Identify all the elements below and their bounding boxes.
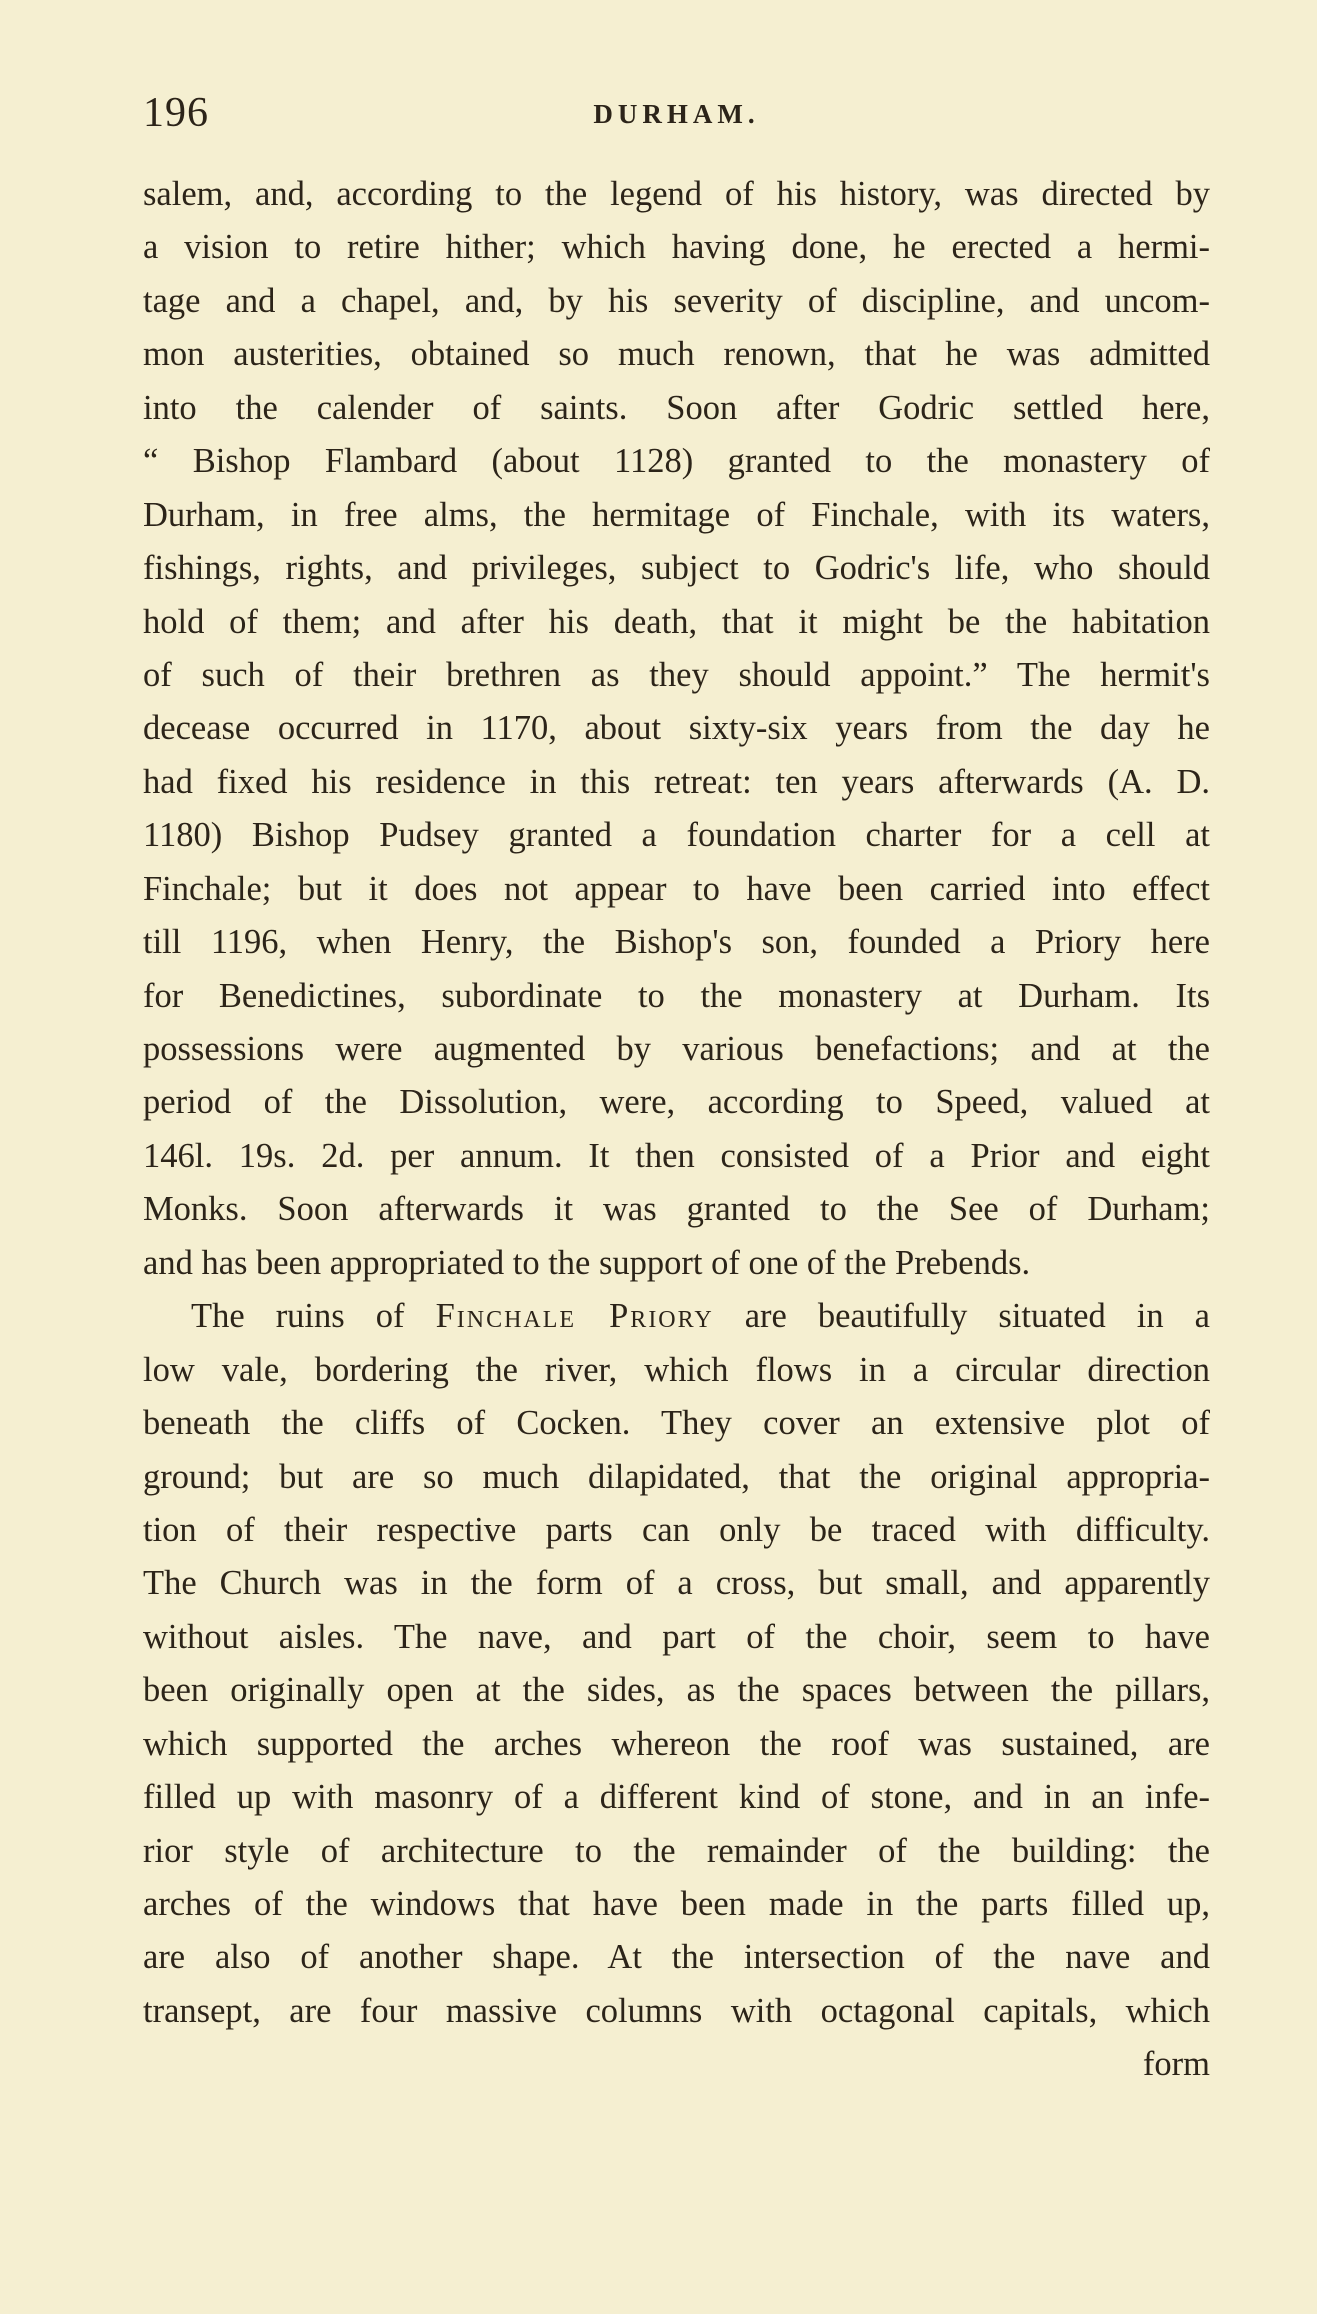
text-line: low vale, bordering the river, which flows in a circular direction	[143, 1350, 1210, 1389]
text-line: beneath the cliffs of Cocken. They cover an extensive plot of	[143, 1404, 1210, 1443]
text-line: ground; but are so much dilapidated, that the original appropria-	[143, 1457, 1210, 1496]
text-line: Monks. Soon afterwards it was granted to the See of Durham;	[143, 1190, 1210, 1229]
text-line: mon austerities, obtained so much renown, that he was admitted	[143, 335, 1210, 374]
place-name-smallcaps: Finchale Priory	[435, 1297, 714, 1336]
text-line: had fixed his residence in this retreat: ten years afterwards (A. D.	[143, 762, 1210, 801]
text-line: 1180) Bishop Pudsey granted a foundation charter for a cell at	[143, 816, 1210, 855]
text-line: “ Bishop Flambard (about 1128) granted to the monastery of	[143, 442, 1210, 481]
paragraph-start-line	[143, 1290, 1210, 1343]
text-line: are also of another shape. At the intersection of the nave and	[143, 1938, 1210, 1977]
text-line: been originally open at the sides, as the spaces between the pillars,	[143, 1671, 1210, 1710]
running-title: DURHAM.	[593, 99, 760, 129]
text-line: arches of the windows that have been made in the parts filled up,	[143, 1885, 1210, 1923]
text-line: transept, are four massive columns with octagonal capitals, which	[143, 1991, 1210, 2030]
text-line: without aisles. The nave, and part of the choir, seem to have	[143, 1617, 1210, 1656]
page-number: 196	[143, 90, 209, 136]
text-line: filled up with masonry of a different kind of stone, and in an infe-	[143, 1778, 1210, 1817]
text-line: into the calender of saints. Soon after Godric settled here,	[143, 388, 1210, 427]
text-line: Durham, in free alms, the hermitage of Finchale, with its waters,	[143, 495, 1210, 534]
text-line: of such of their brethren as they should appoint.” The hermit's	[143, 655, 1210, 694]
text-line: hold of them; and after his death, that it might be the habitation	[143, 602, 1210, 641]
text-run: are beautifully situated in a	[713, 1297, 1210, 1336]
text-line: and has been appropriated to the support of one of the Prebends.	[143, 1243, 1031, 1282]
text-line: for Benedictines, subordinate to the monastery at Durham. Its	[143, 976, 1210, 1015]
text-line: possessions were augmented by various benefactions; and at the	[143, 1030, 1210, 1068]
text-run: The ruins of	[191, 1297, 436, 1336]
text-line: rior style of architecture to the remainder of the building: the	[143, 1831, 1210, 1870]
text-line: decease occurred in 1170, about sixty-six years from the day he	[143, 709, 1210, 748]
text-line: a vision to retire hither; which having done, he erected a hermi-	[143, 228, 1210, 267]
text-line: salem, and, according to the legend of his history, was directed by	[143, 175, 1210, 213]
text-line: till 1196, when Henry, the Bishop's son, founded a Priory here	[143, 923, 1210, 962]
text-line: period of the Dissolution, were, according to Speed, valued at	[143, 1083, 1210, 1122]
catchword: form	[1142, 2045, 1210, 2084]
body-text	[143, 168, 1210, 2092]
text-line: tage and a chapel, and, by his severity of discipline, and uncom-	[143, 281, 1210, 320]
text-line: Finchale; but it does not appear to have been carried into effect	[143, 869, 1210, 908]
text-line: tion of their respective parts can only be traced with difficulty.	[143, 1510, 1210, 1549]
text-line: The Church was in the form of a cross, but small, and apparently	[143, 1564, 1210, 1603]
page-header	[143, 88, 1210, 138]
text-line: fishings, rights, and privileges, subject to Godric's life, who should	[143, 549, 1210, 588]
text-line: 146l. 19s. 2d. per annum. It then consisted of a Prior and eight	[143, 1136, 1210, 1175]
text-line: which supported the arches whereon the roof was sustained, are	[143, 1724, 1210, 1763]
